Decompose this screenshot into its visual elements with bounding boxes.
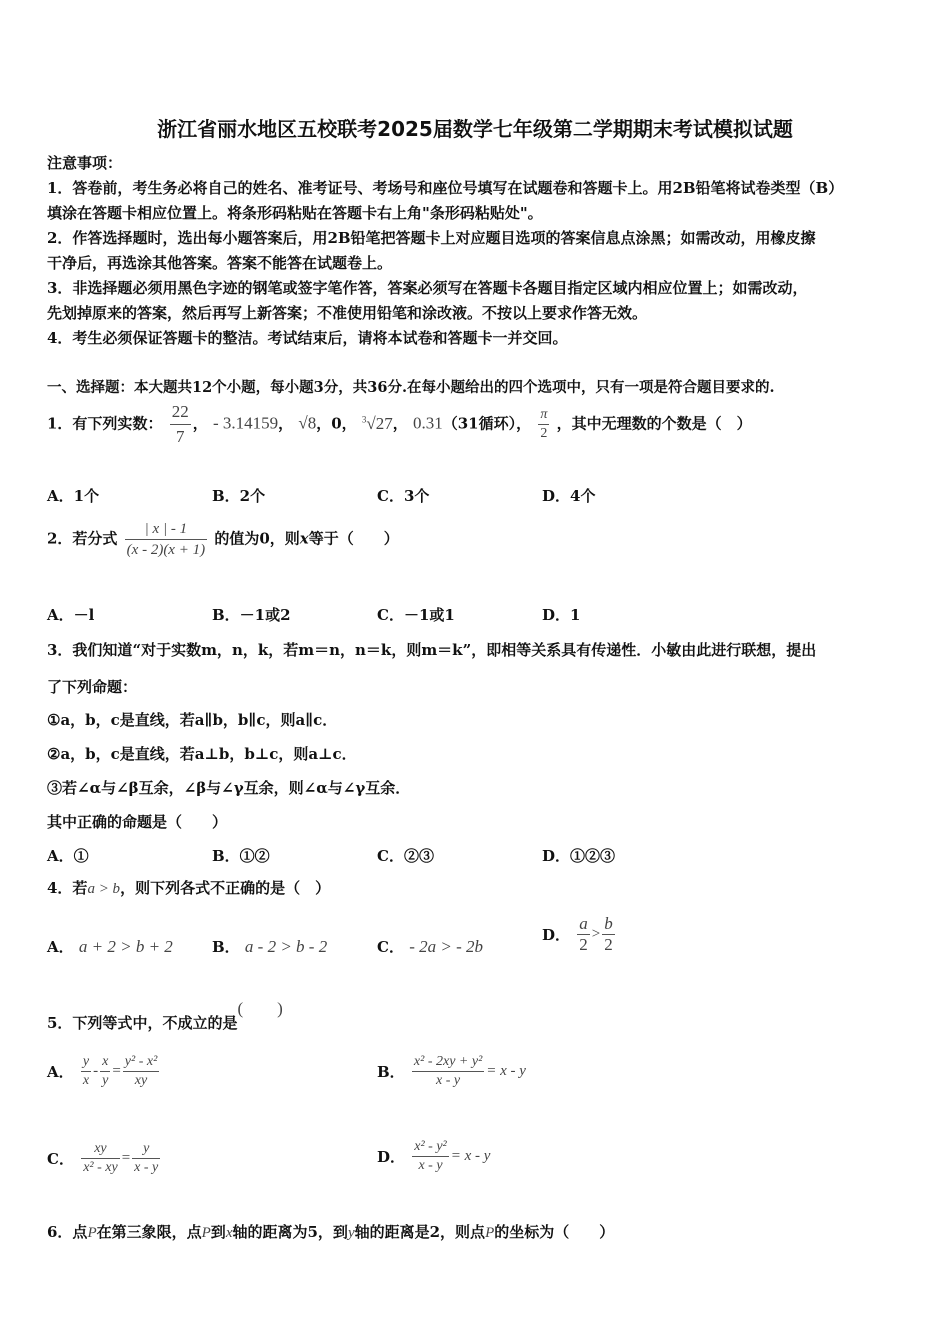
q5-number: 5．下列等式中，不成立的是 [47, 1014, 238, 1032]
notice-line-4: 干净后，再选涂其他答案。答案不能答在试题卷上。 [47, 254, 393, 272]
q2-option-a[interactable]: A．－l [47, 606, 95, 624]
question-1: 1．有下列实数： $\frac{22}{7}$ ， - 3.14159， √8，0， $^3$√27， 0.31（31循环）， $\frac{\pi}{2}$ ，其中无理数的个数是（ ） [47, 400, 752, 449]
q1-option-d[interactable]: D．4个 [542, 487, 596, 505]
q2-option-b[interactable]: B．－1或2 [212, 606, 291, 624]
q1-option-a[interactable]: A．1个 [47, 487, 100, 505]
question-5: 5．下列等式中，不成立的是( ) [47, 999, 283, 1032]
question-6: 6．点P在第三象限，点P到x轴的距离为5，到y轴的距离是2，则点P的坐标为（ ） [47, 1223, 615, 1241]
notice-heading: 注意事项： [47, 154, 123, 172]
q5-option-d[interactable]: D． $\frac{\text{x² - y²}}{x - y}$ = x - y [377, 1139, 491, 1173]
q3-option-d[interactable]: D．①②③ [542, 847, 616, 865]
q4-option-c[interactable]: C． - 2a > - 2b [377, 937, 483, 956]
question-3-proposition-3: ③若∠α与∠β互余，∠β与∠γ互余，则∠α与∠γ互余． [47, 779, 411, 797]
notice-line-2: 填涂在答题卡相应位置上。将条形码粘贴在答题卡右上角"条形码粘贴处"。 [47, 204, 543, 222]
question-4: 4．若a > b，则下列各式不正确的是（ ） [47, 879, 331, 897]
q2-option-d[interactable]: D．1 [542, 606, 581, 624]
q5-option-b[interactable]: B． $\frac{\text{x² - 2xy + y²}}{x - y}$ = x - y [377, 1054, 526, 1088]
q4-option-d[interactable]: D． $\frac{a}{2}$ > $\frac{b}{2}$ [542, 914, 613, 954]
q2-option-c[interactable]: C．－1或1 [377, 606, 455, 624]
q4-option-a[interactable]: A． a + 2 > b + 2 [47, 937, 173, 956]
q1-number: 1．有下列实数： [47, 414, 163, 433]
page-title: 浙江省丽水地区五校联考2025届数学七年级第二学期期末考试模拟试题 [157, 117, 793, 141]
q1-repeating-decimal: 0.31 [412, 413, 443, 433]
q1-sqrt-8: √8 [298, 413, 317, 433]
q1-fraction-pi-2: $\frac{\pi}{2}$ [540, 407, 548, 441]
question-3-proposition-2: ②a，b，c是直线，若a⊥b，b⊥c，则a⊥c． [47, 745, 357, 763]
q2-number: 2．若分式 [47, 529, 118, 548]
q4-option-b[interactable]: B． a - 2 > b - 2 [212, 937, 328, 956]
notice-line-7: 4．考生必须保证答题卡的整洁。考试结束后，请将本试卷和答题卡一并交回。 [47, 329, 568, 347]
notice-line-5: 3．非选择题必须用黑色字迹的钢笔或签字笔作答，答案必须写在答题卡各题目指定区域内相应位置上；如需改动， [47, 279, 808, 297]
q4-condition: a > b [87, 881, 121, 897]
q4-number: 4．若 [47, 879, 88, 897]
question-3-prompt: 其中正确的命题是（ ） [47, 813, 228, 831]
q3-option-a[interactable]: A．① [47, 847, 89, 865]
notice-line-6: 先划掉原来的答案，然后再写上新答案；不准使用铅笔和涂改液。不按以上要求作答无效。 [47, 304, 648, 322]
q3-option-c[interactable]: C．②③ [377, 847, 434, 865]
question-2: 2．若分式 $\frac{| x | - 1}{(x - 2)(x + 1)}$ 的值为0，则x等于（ ） [47, 521, 399, 558]
q1-fraction-22-7: $\frac{22}{7}$ [171, 402, 189, 446]
q1-option-b[interactable]: B．2个 [212, 487, 266, 505]
notice-line-3: 2．作答选择题时，选出每小题答案后，用2B铅笔把答题卡上对应题目选项的答案信息点涂黑；如需改动，用橡皮擦 [47, 229, 816, 247]
q1-cube-root-27: $^3$√27 [361, 413, 393, 433]
question-3-line-2: 了下列命题： [47, 678, 138, 696]
q5-option-a[interactable]: A． $\frac{y}{x}$ - $\frac{x}{y}$ = $\frac{\text{y² - x²}}{xy}$ [47, 1054, 158, 1088]
q1-value-pi-approx: - 3.14159 [212, 413, 279, 433]
question-3-line-1: 3．我们知道“对于实数m，n，k，若m＝n，n＝k，则m＝k”，即相等关系具有传递性．小敏由此进行联想，提出 [47, 641, 817, 659]
q5-option-c[interactable]: C． $\frac{xy}{\text{x² - xy}}$ = $\frac{y}{x - y}$ [47, 1141, 159, 1175]
question-3-proposition-1: ①a，b，c是直线，若a∥b，b∥c，则a∥c． [47, 711, 338, 729]
q1-option-c[interactable]: C．3个 [377, 487, 430, 505]
notice-line-1: 1．答卷前，考生务必将自己的姓名、准考证号、考场号和座位号填写在试题卷和答题卡上。用2B铅笔将试卷类型（B） [47, 179, 844, 197]
q3-option-b[interactable]: B．①② [212, 847, 270, 865]
section-heading: 一、选择题：本大题共12个小题，每小题3分，共36分.在每小题给出的四个选项中，只有一项是符合题目要求的. [47, 379, 775, 396]
q2-fraction: $\frac{| x | - 1}{(x - 2)(x + 1)}$ [126, 521, 206, 558]
